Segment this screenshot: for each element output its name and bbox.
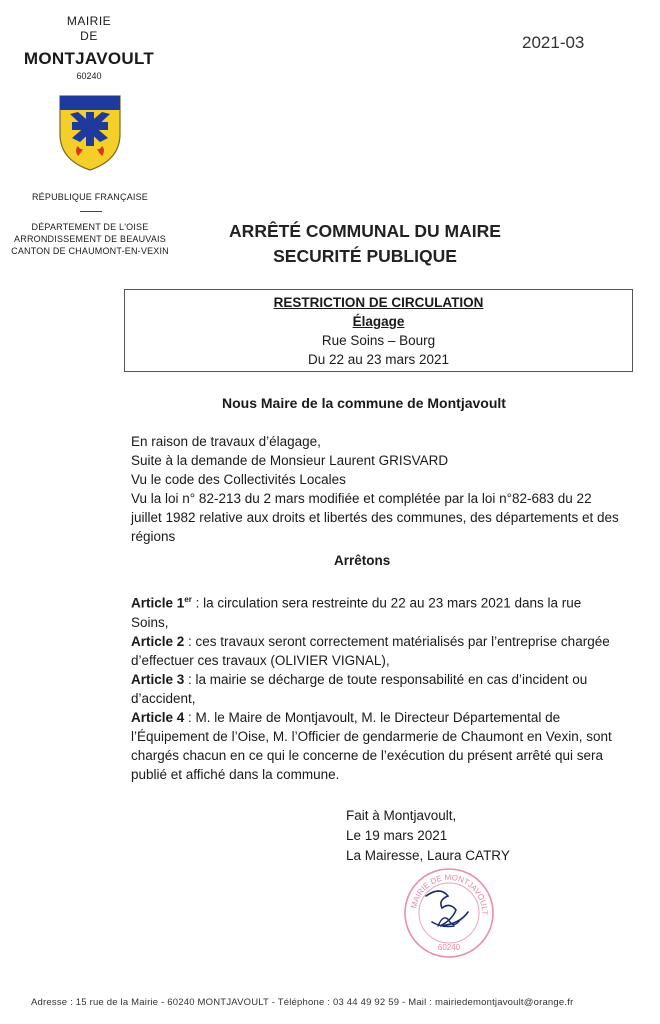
page-title [180,219,550,269]
title-line-2: SECURITÉ PUBLIQUE [273,246,457,266]
considerant-1: En raison de travaux d’élagage, [131,434,321,449]
divider [80,211,102,212]
article-3-label: Article 3 [131,671,185,687]
official-stamp [402,866,496,960]
article-3 [131,670,619,708]
intro-line: Nous Maire de la commune de Montjavoult [222,395,506,411]
article-4-label: Article 4 [131,709,185,725]
article-3-text: : la mairie se décharge de toute responsabilité en cas d’incident ou d’accident, [131,671,588,706]
coat-of-arms-icon [58,94,122,172]
admin-block [4,221,176,257]
signature-place: Fait à Montjavoult, [346,808,457,823]
reference-number: 2021-03 [522,33,585,52]
postcode: 60240 [76,71,102,81]
considerant-2: Suite à la demande de Monsieur Laurent GRISVARD [131,453,449,468]
article-1-text: : la circulation sera restreinte du 22 au 23 mars 2021 dans la rue Soins, [131,595,582,630]
footer-address: Adresse : 15 rue de la Mairie - 60240 MONTJAVOULT - Téléphone : 03 44 49 92 59 - Mail : mairiedemontjavoult@orange.fr [31,997,574,1008]
considerant-3: Vu le code des Collectivités Locales [131,472,346,487]
de-line: DE [80,29,98,43]
subject-heading: RESTRICTION DE CIRCULATION [273,295,484,310]
subject-dates: Du 22 au 23 mars 2021 [307,352,450,367]
departement-line: DÉPARTEMENT DE L'OISE [31,222,149,232]
considerant-4: Vu la loi n° 82-213 du 2 mars modifiée et complétée par la loi n°82-683 du 22 juillet 1982 relative aux droits et libertés des communes, des départements et des régions [131,491,619,544]
considerants [131,432,619,546]
subject-subheading: Élagage [352,314,405,329]
arretons-heading: Arrêtons [334,553,391,568]
subject-location: Rue Soins – Bourg [321,333,436,348]
article-4 [131,708,619,784]
article-1-sup: er [184,595,192,604]
republic-label: RÉPUBLIQUE FRANÇAISE [31,192,149,202]
canton-line: CANTON DE CHAUMONT-EN-VEXIN [11,246,169,256]
svg-text:60240: 60240 [437,943,461,952]
articles [131,590,619,784]
arrondissement-line: ARRONDISSEMENT DE BEAUVAIS [14,234,166,244]
article-1-label: Article 1 [131,595,185,611]
commune-name: MONTJAVOULT [23,49,155,68]
signature-block [346,806,510,866]
mairie-line: MAIRIE [66,14,112,28]
article-4-text: : M. le Maire de Montjavoult, M. le Directeur Départemental de l’Équipement de l’Oise, M. l’Officier de gendarmerie de Chaumont en Vexin, sont chargés chacun en ce qui le concerne de l’exécution du présent arrêté qui sera publié et affiché dans la commune. [131,709,612,782]
article-2-text: : ces travaux seront correctement matérialisés par l’entreprise chargée d’effectuer ces travaux (OLIVIER VIGNAL), [131,633,610,668]
article-2 [131,632,619,670]
signature-name: La Mairesse, Laura CATRY [346,848,510,863]
svg-text:MAIRIE DE MONTJAVOULT: MAIRIE DE MONTJAVOULT [409,872,490,916]
article-1 [131,590,619,632]
title-line-1: ARRÊTÉ COMMUNAL DU MAIRE [229,221,501,241]
subject-box [124,289,633,372]
mairie-label [40,14,138,44]
article-2-label: Article 2 [131,633,185,649]
signature-date: Le 19 mars 2021 [346,828,448,843]
